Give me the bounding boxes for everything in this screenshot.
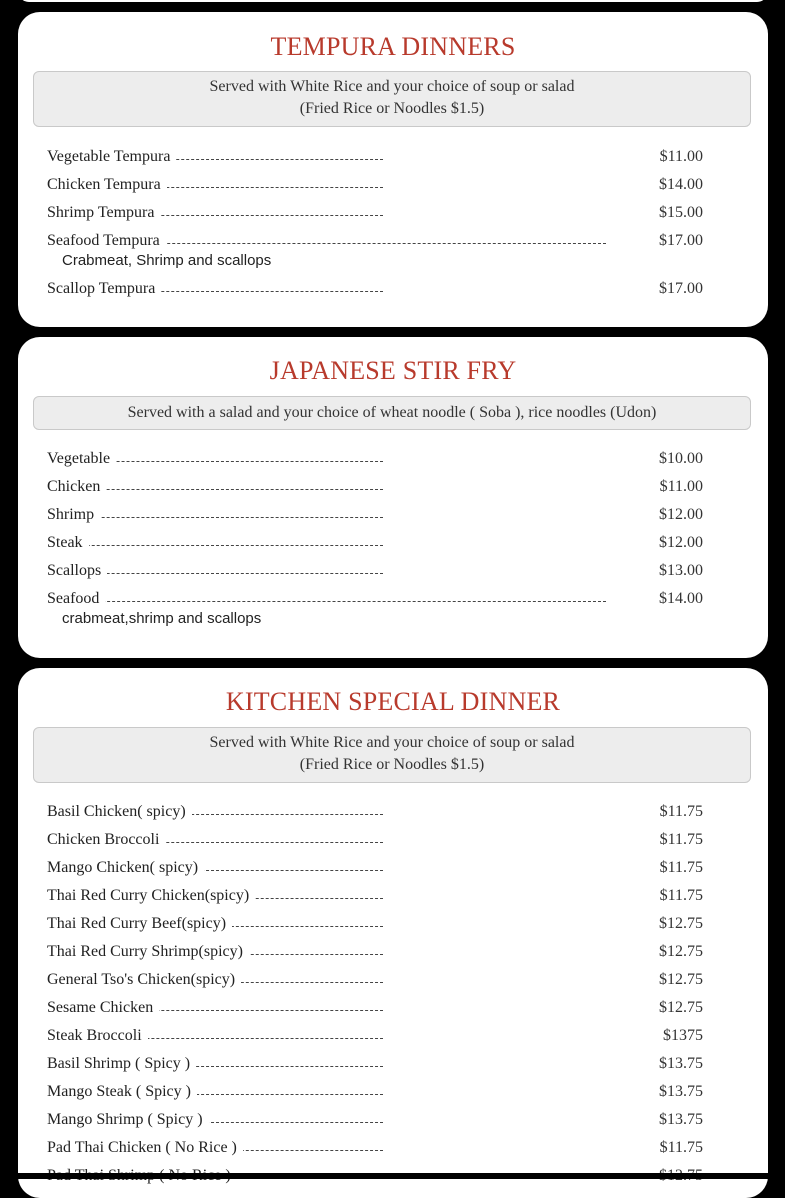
note-line: (Fried Rice or Noodles $1.5): [299, 756, 485, 773]
item-name: Scallops: [47, 560, 107, 582]
previous-section-card: [18, 0, 768, 2]
item-name: Pad Thai Chicken ( No Rice ): [47, 1137, 243, 1159]
menu-item[interactable]: [47, 1053, 703, 1075]
item-name: Mango Chicken( spicy): [47, 857, 204, 879]
menu-item[interactable]: [47, 941, 703, 963]
item-description: Crabmeat, Shrimp and scallops: [62, 252, 272, 269]
item-price: $11.75: [659, 859, 703, 876]
item-name: Shrimp Tempura: [47, 202, 160, 224]
note-line: (Fried Rice or Noodles $1.5): [299, 100, 485, 117]
menu-item[interactable]: [47, 997, 703, 1019]
menu-item[interactable]: [47, 532, 703, 554]
item-name: Thai Red Curry Beef(spicy): [47, 913, 232, 935]
section-note: [33, 71, 751, 127]
note-line: Served with White Rice and your choice of soup or salad: [209, 734, 575, 751]
item-price: $15.00: [659, 204, 703, 221]
item-price: $11.75: [659, 831, 703, 848]
menu-item[interactable]: [47, 230, 703, 252]
section-title: TEMPURA DINNERS: [270, 32, 516, 61]
item-name: Shrimp: [47, 504, 100, 526]
item-name: Scallop Tempura: [47, 278, 161, 300]
item-name: Vegetable: [47, 448, 116, 470]
japanese-stir-fry-card: [18, 337, 768, 658]
section-title: KITCHEN SPECIAL DINNER: [225, 687, 561, 716]
menu-item[interactable]: [47, 1025, 703, 1047]
menu-item[interactable]: [47, 174, 703, 196]
section-note: [33, 396, 751, 430]
menu-item[interactable]: [47, 560, 703, 582]
item-price: $12.75: [659, 999, 703, 1016]
menu-item[interactable]: [47, 202, 703, 224]
item-name: Chicken: [47, 476, 106, 498]
item-price: $12.75: [659, 971, 703, 988]
item-name: Steak: [47, 532, 89, 554]
item-name: Thai Red Curry Shrimp(spicy): [47, 941, 249, 963]
menu-item[interactable]: [47, 829, 703, 851]
note-line: Served with a salad and your choice of wheat noodle ( Soba ), rice noodles (Udon): [127, 404, 657, 421]
item-name: Steak Broccoli: [47, 1025, 148, 1047]
item-price: $1375: [663, 1027, 703, 1044]
item-price: $12.75: [659, 915, 703, 932]
item-name: Basil Shrimp ( Spicy ): [47, 1053, 196, 1075]
bottom-edge: [0, 1173, 785, 1179]
menu-item[interactable]: [47, 801, 703, 823]
menu-item[interactable]: [47, 1081, 703, 1103]
item-name: Chicken Broccoli: [47, 829, 165, 851]
kitchen-special-dinner-card: [18, 668, 768, 1198]
menu-item[interactable]: [47, 504, 703, 526]
item-price: $11.00: [659, 148, 703, 165]
item-price: $13.75: [659, 1055, 703, 1072]
menu-item[interactable]: [47, 476, 703, 498]
item-price: $12.00: [659, 534, 703, 551]
item-price: $10.00: [659, 450, 703, 467]
item-price: $13.00: [659, 562, 703, 579]
menu-item[interactable]: [47, 857, 703, 879]
item-name: Thai Red Curry Chicken(spicy): [47, 885, 255, 907]
item-price: $13.75: [659, 1083, 703, 1100]
menu-item[interactable]: [47, 913, 703, 935]
menu-item[interactable]: [47, 278, 703, 300]
leader-dots: [47, 601, 606, 602]
item-price: $11.75: [659, 1139, 703, 1156]
menu-item[interactable]: [47, 1109, 703, 1131]
item-price: $11.75: [659, 803, 703, 820]
item-name: Sesame Chicken: [47, 997, 159, 1019]
item-name: Seafood: [47, 588, 105, 610]
section-note: [33, 727, 751, 783]
item-name: Mango Shrimp ( Spicy ): [47, 1109, 209, 1131]
item-name: Chicken Tempura: [47, 174, 167, 196]
item-price: $11.75: [659, 887, 703, 904]
item-price: $12.75: [659, 943, 703, 960]
item-name: Vegetable Tempura: [47, 146, 176, 168]
tempura-dinners-card: [18, 12, 768, 327]
item-price: $17.00: [659, 280, 703, 297]
item-price: $13.75: [659, 1111, 703, 1128]
menu-item[interactable]: [47, 1137, 703, 1159]
note-line: Served with White Rice and your choice of soup or salad: [209, 78, 575, 95]
menu-item[interactable]: [47, 885, 703, 907]
leader-dots: [47, 545, 383, 546]
item-price: $14.00: [659, 590, 703, 607]
menu-item[interactable]: [47, 588, 703, 610]
item-price: $11.00: [659, 478, 703, 495]
item-price: $17.00: [659, 232, 703, 249]
item-price: $14.00: [659, 176, 703, 193]
section-title: JAPANESE STIR FRY: [269, 356, 517, 385]
item-name: Seafood Tempura: [47, 230, 166, 252]
menu-item[interactable]: [47, 146, 703, 168]
item-name: General Tso's Chicken(spicy): [47, 969, 241, 991]
item-name: Basil Chicken( spicy): [47, 801, 192, 823]
item-price: $12.00: [659, 506, 703, 523]
menu-item[interactable]: [47, 448, 703, 470]
menu-item[interactable]: [47, 969, 703, 991]
item-description: crabmeat,shrimp and scallops: [62, 610, 262, 627]
item-name: Mango Steak ( Spicy ): [47, 1081, 197, 1103]
